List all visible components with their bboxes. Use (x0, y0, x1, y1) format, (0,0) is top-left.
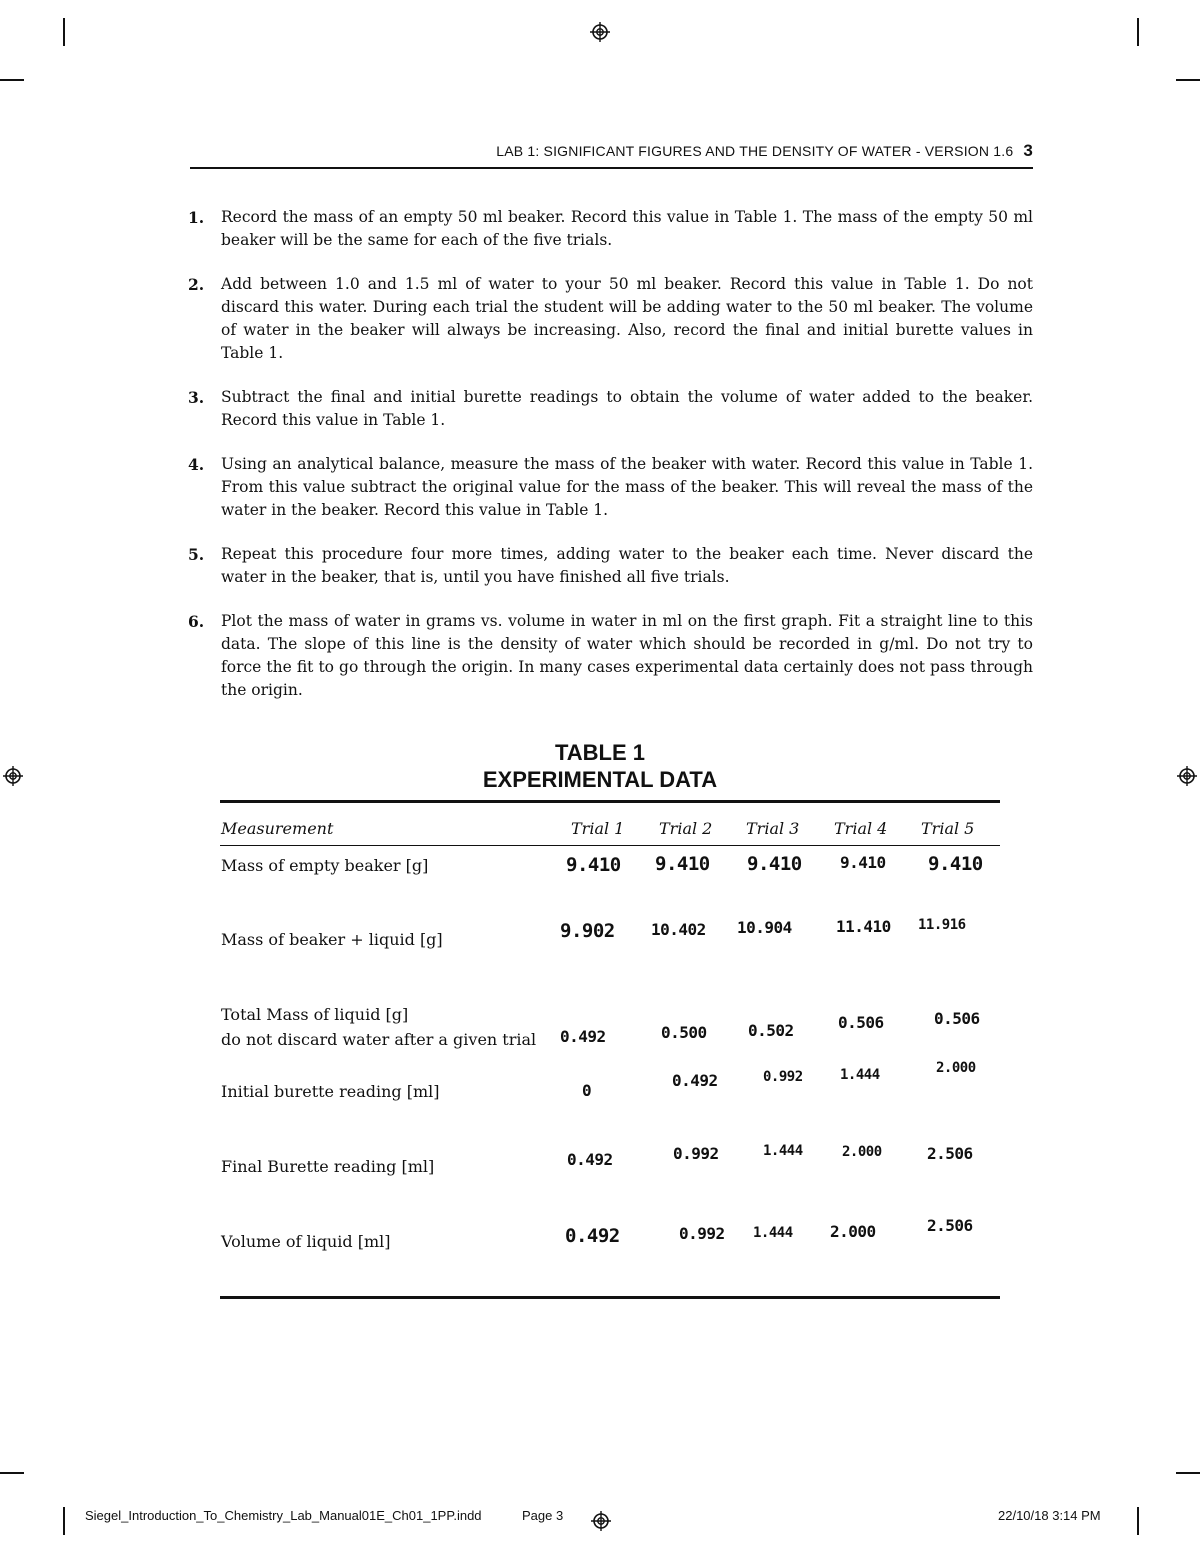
row-sublabel: do not discard water after a given trial (221, 1030, 537, 1049)
step-text: Using an analytical balance, measure the mass of the beaker with water. Record this value in Table 1. From this value subtract the original value for the mass of the beaker. This will reveal the mass of the water in the beaker. Record this value in Table 1. (221, 455, 1033, 519)
handwritten-value: 0.992 (679, 1224, 725, 1243)
handwritten-value: 0.492 (565, 1225, 620, 1247)
handwritten-value: 0.506 (934, 1009, 980, 1028)
crop-mark (0, 1472, 24, 1474)
step-item (188, 610, 1033, 702)
handwritten-value: 2.000 (830, 1222, 876, 1241)
row-label: Volume of liquid [ml] (221, 1232, 391, 1251)
registration-mark-icon (590, 22, 610, 42)
step-number: 2. (188, 275, 205, 294)
crop-mark (1137, 18, 1139, 46)
handwritten-value: 9.410 (655, 853, 710, 875)
procedure-steps (188, 206, 1033, 723)
running-head (190, 141, 1033, 169)
step-text: Repeat this procedure four more times, adding water to the beaker each time. Never discard the water in the beaker, that is, until you have finished all five trials. (221, 545, 1033, 586)
handwritten-value: 0.500 (661, 1023, 707, 1042)
handwritten-value: 10.904 (737, 918, 792, 937)
crop-mark (1176, 1472, 1200, 1474)
running-head-title: LAB 1: SIGNIFICANT FIGURES AND THE DENSITY OF WATER - VERSION 1.6 (496, 143, 1014, 159)
row-label: Mass of empty beaker [g] (221, 856, 429, 875)
table-top-rule (220, 800, 1000, 803)
step-number: 3. (188, 388, 205, 407)
step-item (188, 273, 1033, 365)
handwritten-value: 2.506 (927, 1144, 973, 1163)
handwritten-value: 1.444 (763, 1143, 803, 1159)
handwritten-value: 0.506 (838, 1013, 884, 1032)
step-number: 1. (188, 208, 205, 227)
step-number: 6. (188, 612, 205, 631)
handwritten-value: 9.902 (560, 920, 615, 942)
table-subtitle: EXPERIMENTAL DATA (482, 767, 718, 792)
crop-mark (1176, 79, 1200, 81)
column-header-trial-1: Trial 1 (571, 819, 625, 838)
footer-filename: Siegel_Introduction_To_Chemistry_Lab_Manual01E_Ch01_1PP.indd (85, 1508, 482, 1523)
footer-page: Page 3 (522, 1508, 564, 1523)
step-number: 4. (188, 455, 205, 474)
handwritten-value: 11.916 (918, 917, 966, 933)
step-number: 5. (188, 545, 205, 564)
column-header-trial-3: Trial 3 (746, 819, 800, 838)
step-text: Plot the mass of water in grams vs. volume in water in ml on the first graph. Fit a straight line to this data. The slope of this line is the density of water which should be recorded in g/ml. Do not try to force the fit to go through the origin. In many cases experimental data certainly does not pass through the origin. (221, 612, 1033, 699)
footer-timestamp: 22/10/18 3:14 PM (998, 1508, 1101, 1523)
handwritten-value: 10.402 (651, 920, 706, 939)
row-label: Total Mass of liquid [g] (221, 1005, 409, 1024)
column-header-trial-5: Trial 5 (921, 819, 975, 838)
crop-mark (63, 18, 65, 46)
handwritten-value: 2.000 (842, 1144, 882, 1160)
handwritten-value: 0.992 (673, 1144, 719, 1163)
handwritten-value: 1.444 (840, 1067, 880, 1083)
handwritten-value: 0.492 (567, 1150, 613, 1169)
handwritten-value: 0.492 (672, 1071, 718, 1090)
crop-mark (0, 79, 24, 81)
handwritten-value: 9.410 (840, 853, 886, 872)
crop-mark (1137, 1507, 1139, 1535)
table-bottom-rule (220, 1296, 1000, 1299)
handwritten-value: 0.492 (560, 1027, 606, 1046)
row-label: Final Burette reading [ml] (221, 1157, 435, 1176)
step-item (188, 543, 1033, 589)
step-item (188, 386, 1033, 432)
handwritten-value: 9.410 (928, 853, 983, 875)
column-header-trial-2: Trial 2 (659, 819, 713, 838)
handwritten-value: 9.410 (566, 854, 621, 876)
row-label: Mass of beaker + liquid [g] (221, 930, 443, 949)
step-text: Record the mass of an empty 50 ml beaker. Record this value in Table 1. The mass of the empty 50 ml beaker will be the same for each of the five trials. (221, 208, 1033, 249)
handwritten-value: 0.502 (748, 1021, 794, 1040)
step-item (188, 453, 1033, 522)
handwritten-value: 2.000 (936, 1060, 976, 1076)
step-text: Subtract the final and initial burette readings to obtain the volume of water added to the beaker. Record this value in Table 1. (221, 388, 1033, 429)
registration-mark-icon (591, 1511, 611, 1531)
crop-mark (63, 1507, 65, 1535)
handwritten-value: 1.444 (753, 1225, 793, 1241)
table-title: TABLE 1 (554, 740, 646, 765)
page-number: 3 (1023, 141, 1033, 160)
handwritten-value: 0.992 (763, 1069, 803, 1085)
table-header-rule (220, 845, 1000, 846)
handwritten-value: 2.506 (927, 1216, 973, 1235)
handwritten-value: 11.410 (836, 917, 891, 936)
handwritten-value: 9.410 (747, 853, 802, 875)
step-text: Add between 1.0 and 1.5 ml of water to your 50 ml beaker. Record this value in Table 1. Do not discard this water. During each trial the student will be adding water to the 50 ml beaker. The volume of water in the beaker will always be increasing. Also, record the final and initial burette values in Table 1. (221, 275, 1033, 362)
step-item (188, 206, 1033, 252)
handwritten-value: 0 (582, 1081, 592, 1100)
column-header-measurement: Measurement (221, 819, 334, 838)
column-header-trial-4: Trial 4 (834, 819, 888, 838)
row-label: Initial burette reading [ml] (221, 1082, 440, 1101)
